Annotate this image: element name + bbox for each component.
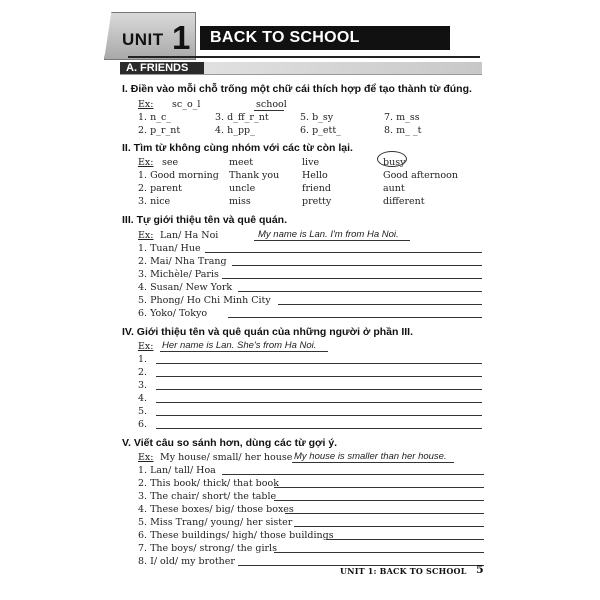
- answer-line[interactable]: [294, 526, 484, 527]
- answer-line[interactable]: [278, 304, 482, 305]
- ex3-item: 6. Yoko/ Tokyo: [138, 308, 208, 319]
- ex5-example-answer: My house is smaller than her house.: [294, 451, 447, 462]
- ex2-cell: different: [383, 196, 425, 207]
- unit-title: BACK TO SCHOOL: [210, 29, 360, 46]
- ex2-example-label: Ex:: [138, 157, 154, 168]
- answer-line[interactable]: [274, 500, 484, 501]
- ex3-heading: III. Tự giới thiệu tên và quê quán.: [122, 214, 287, 226]
- answer-line[interactable]: [156, 389, 482, 390]
- ex1-example-word: sc_o_l: [172, 99, 201, 110]
- ex2-cell: live: [302, 157, 320, 168]
- ex3-item: 3. Michèle/ Paris: [138, 269, 219, 280]
- answer-line[interactable]: [205, 252, 482, 253]
- ex2-cell-answer: busy: [383, 157, 406, 168]
- ex1-answer-line: [254, 110, 284, 111]
- ex1-example-label: Ex:: [138, 99, 154, 110]
- answer-line[interactable]: [228, 317, 482, 318]
- ex5-heading: V. Viết câu so sánh hơn, dùng các từ gợi ý.: [122, 437, 338, 449]
- answer-line[interactable]: [232, 265, 482, 266]
- ex3-item: 1. Tuan/ Hue: [138, 243, 201, 254]
- ex2-cell: pretty: [302, 196, 332, 207]
- ex4-example-answer: Her name is Lan. She's from Ha Noi.: [162, 340, 317, 351]
- ex2-heading: II. Tìm từ không cùng nhóm với các từ còn lại.: [122, 142, 353, 154]
- answer-line[interactable]: [238, 291, 482, 292]
- ex1-example-answer: school: [256, 99, 287, 110]
- footer-unit-title: UNIT 1: BACK TO SCHOOL: [340, 566, 467, 576]
- ex5-item: 2. This book/ thick/ that book: [138, 478, 279, 489]
- answer-line[interactable]: [156, 402, 482, 403]
- answer-line[interactable]: [156, 363, 482, 364]
- answer-line[interactable]: [156, 415, 482, 416]
- answer-line[interactable]: [222, 278, 482, 279]
- ex4-example-label: Ex:: [138, 341, 154, 352]
- ex4-item: 5.: [138, 406, 148, 417]
- unit-number: 1: [172, 19, 191, 56]
- ex2-cell: 2. parent: [138, 183, 182, 194]
- ex1-heading: I. Điền vào mỗi chỗ trống một chữ cái thích hợp để tạo thành từ đúng.: [122, 83, 472, 95]
- answer-line[interactable]: [156, 428, 482, 429]
- answer-line[interactable]: [285, 513, 484, 514]
- ex1-item: 3. d_ff_r_nt: [215, 112, 269, 123]
- ex5-item: 4. These boxes/ big/ those boxes: [138, 504, 294, 515]
- ex4-item: 6.: [138, 419, 148, 430]
- ex5-item: 6. These buildings/ high/ those buildings: [138, 530, 334, 541]
- ex5-item: 5. Miss Trang/ young/ her sister: [138, 517, 293, 528]
- answer-line[interactable]: [274, 487, 484, 488]
- ex3-example-prompt: Lan/ Ha Noi: [160, 230, 219, 241]
- ex4-item: 3.: [138, 380, 148, 391]
- header-rule: [128, 56, 480, 58]
- ex1-item: 8. m_ _t: [384, 125, 422, 136]
- ex5-example-label: Ex:: [138, 452, 154, 463]
- ex5-item: 8. I/ old/ my brother: [138, 556, 235, 567]
- ex2-cell: Thank you: [229, 170, 280, 181]
- ex2-cell: Good afternoon: [383, 170, 458, 181]
- ex5-example-prompt: My house/ small/ her house: [160, 452, 293, 463]
- ex4-item: 2.: [138, 367, 148, 378]
- answer-line[interactable]: [156, 376, 482, 377]
- ex3-example-answer: My name is Lan. I'm from Ha Noi.: [258, 229, 399, 240]
- ex2-cell: see: [162, 157, 179, 168]
- ex1-item: 5. b_sy: [300, 112, 334, 123]
- unit-word: UNIT: [122, 30, 164, 49]
- ex4-item: 1.: [138, 354, 148, 365]
- ex3-item: 4. Susan/ New York: [138, 282, 233, 293]
- answer-line[interactable]: [222, 474, 484, 475]
- ex2-cell: miss: [229, 196, 251, 207]
- ex1-item: 2. p_r_nt: [138, 125, 181, 136]
- ex2-cell: 1. Good morning: [138, 170, 219, 181]
- ex5-answer-line: [292, 462, 454, 463]
- ex4-heading: IV. Giới thiệu tên và quê quán của những người ở phần III.: [122, 326, 413, 338]
- ex1-item: 4. h_pp_: [215, 125, 255, 136]
- ex2-cell: 3. nice: [138, 196, 171, 207]
- ex1-item: 6. p_ett_: [300, 125, 341, 136]
- section-label: A. FRIENDS: [126, 62, 189, 74]
- ex3-item: 5. Phong/ Ho Chi Minh City: [138, 295, 271, 306]
- ex3-answer-line: [254, 240, 410, 241]
- ex2-cell: aunt: [383, 183, 405, 194]
- ex2-cell: Hello: [302, 170, 328, 181]
- ex3-item: 2. Mai/ Nha Trang: [138, 256, 227, 267]
- ex2-cell: meet: [229, 157, 254, 168]
- answer-line[interactable]: [274, 552, 484, 553]
- answer-line[interactable]: [326, 539, 484, 540]
- page-number: 5: [476, 563, 484, 576]
- ex4-item: 4.: [138, 393, 148, 404]
- ex2-cell: uncle: [229, 183, 256, 194]
- ex1-item: 7. m_ss: [384, 112, 420, 123]
- ex1-item: 1. n_c_: [138, 112, 172, 123]
- ex2-cell: friend: [302, 183, 331, 194]
- answer-circle: [377, 151, 407, 167]
- ex4-answer-line: [160, 351, 328, 352]
- ex3-example-label: Ex:: [138, 230, 154, 241]
- ex5-item: 1. Lan/ tall/ Hoa: [138, 465, 216, 476]
- ex5-item: 7. The boys/ strong/ the girls: [138, 543, 277, 554]
- ex5-item: 3. The chair/ short/ the table: [138, 491, 277, 502]
